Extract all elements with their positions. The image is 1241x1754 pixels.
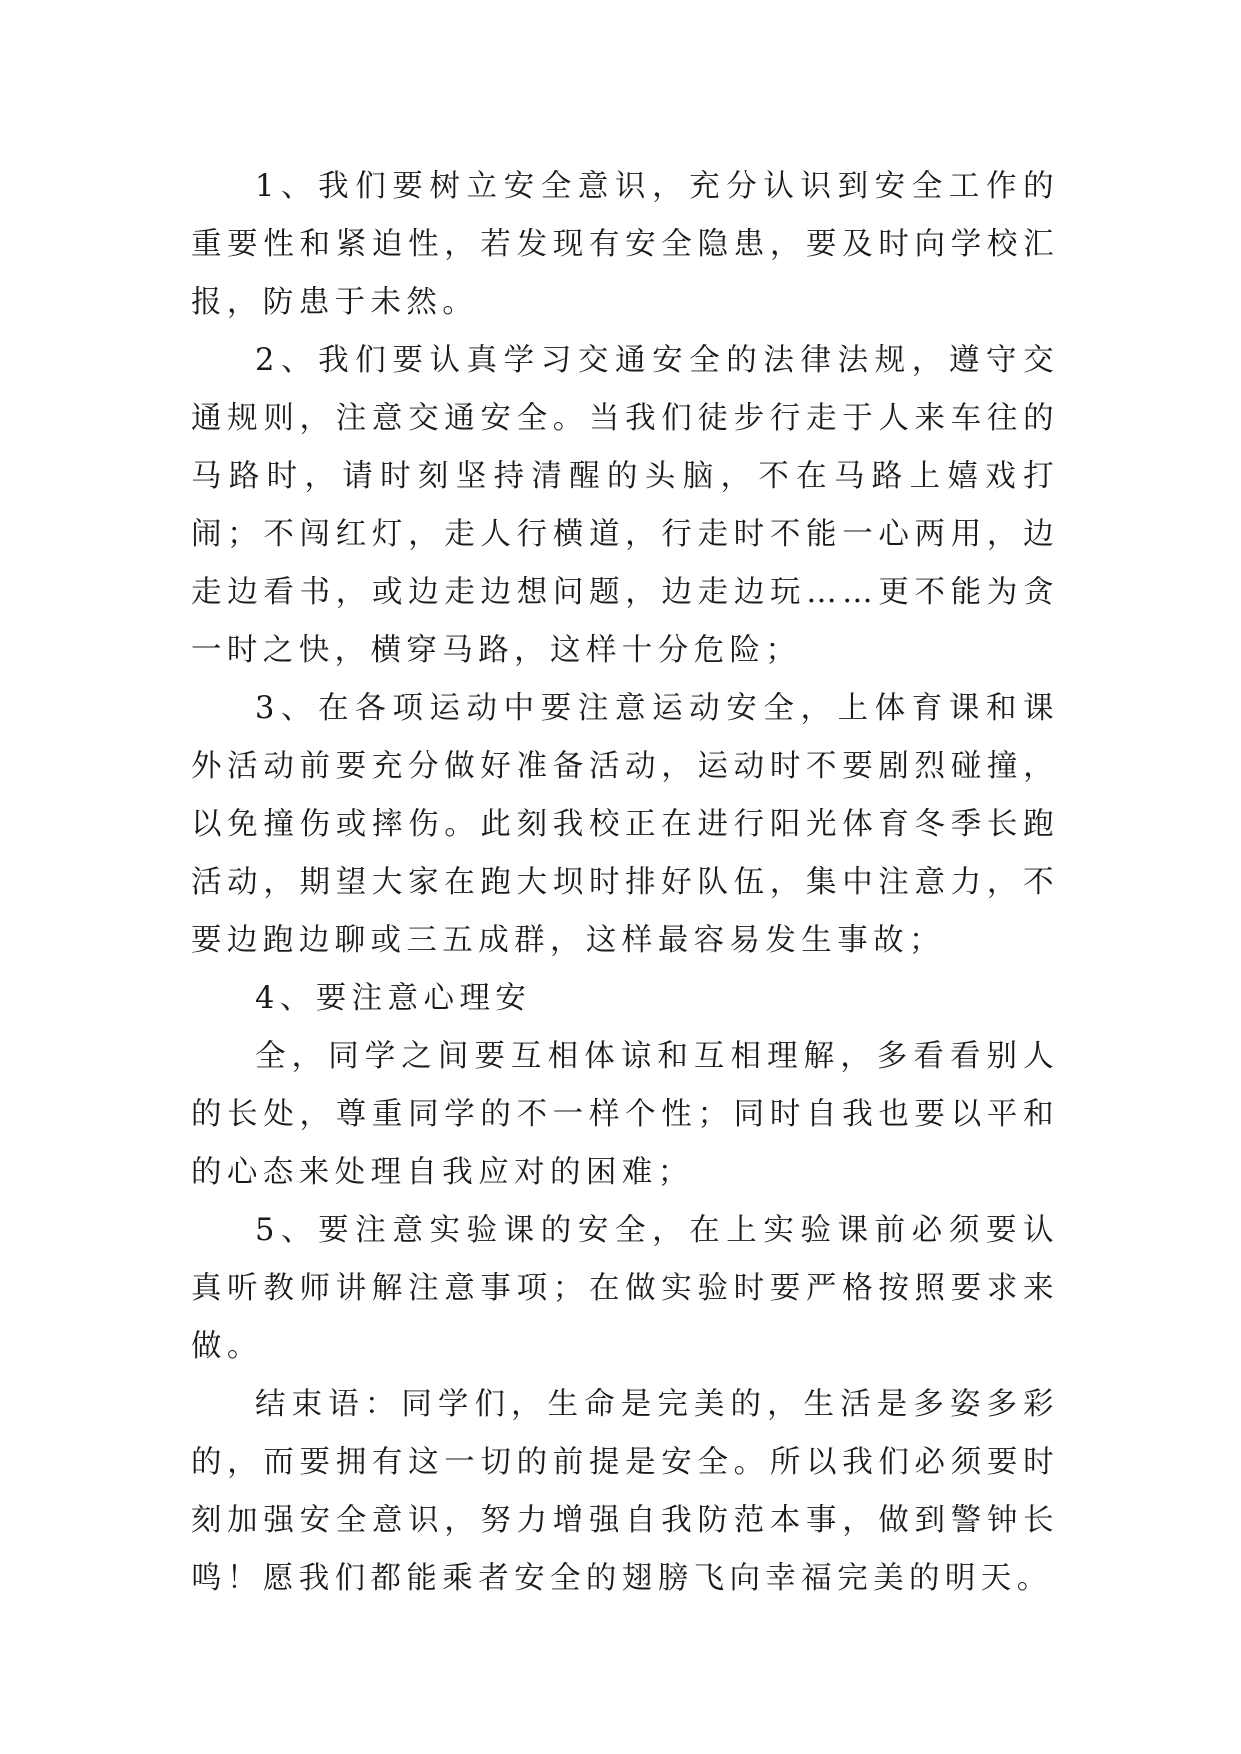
paragraph-item-4: 4、要注意心理安 bbox=[255, 981, 532, 1016]
paragraph-item-2: 2、我们要认真学习交通安全的法律法规，遵守交通规则，注意交通安全。当我们徒步行走于人来车往的马路时，请时刻坚持清醒的头脑，不在马路上嬉戏打闹；不闯红灯，走人行横道，行走时不能一心两用，边走边看书，或边走边想问题，边走边玩……更不能为贪一时之快，横穿马路，这样十分危险； bbox=[191, 343, 1059, 668]
paragraph-item-5: 5、要注意实验课的安全，在上实验课前必须要认真听教师讲解注意事项；在做实验时要严格按照要求来做。 bbox=[191, 1213, 1059, 1364]
paragraph-conclusion: 结束语：同学们，生命是完美的，生活是多姿多彩的，而要拥有这一切的前提是安全。所以我们必须要时刻加强安全意识，努力增强自我防范本事，做到警钟长鸣！愿我们都能乘者安全的翅膀飞向幸福完美的明天。 bbox=[191, 1387, 1059, 1596]
paragraph-item-1: 1、我们要树立安全意识，充分认识到安全工作的重要性和紧迫性，若发现有安全隐患，要及时向学校汇报，防患于未然。 bbox=[191, 169, 1059, 320]
paragraph-item-3: 3、在各项运动中要注意运动安全，上体育课和课外活动前要充分做好准备活动，运动时不要剧烈碰撞，以免撞伤或摔伤。此刻我校正在进行阳光体育冬季长跑活动，期望大家在跑大坝时排好队伍，集中注意力，不要边跑边聊或三五成群，这样最容易发生事故； bbox=[191, 691, 1059, 958]
paragraph-item-4-continued: 全，同学之间要互相体谅和互相理解，多看看别人的长处，尊重同学的不一样个性；同时自我也要以平和的心态来处理自我应对的困难； bbox=[191, 1039, 1059, 1190]
document-body bbox=[191, 158, 1059, 1608]
